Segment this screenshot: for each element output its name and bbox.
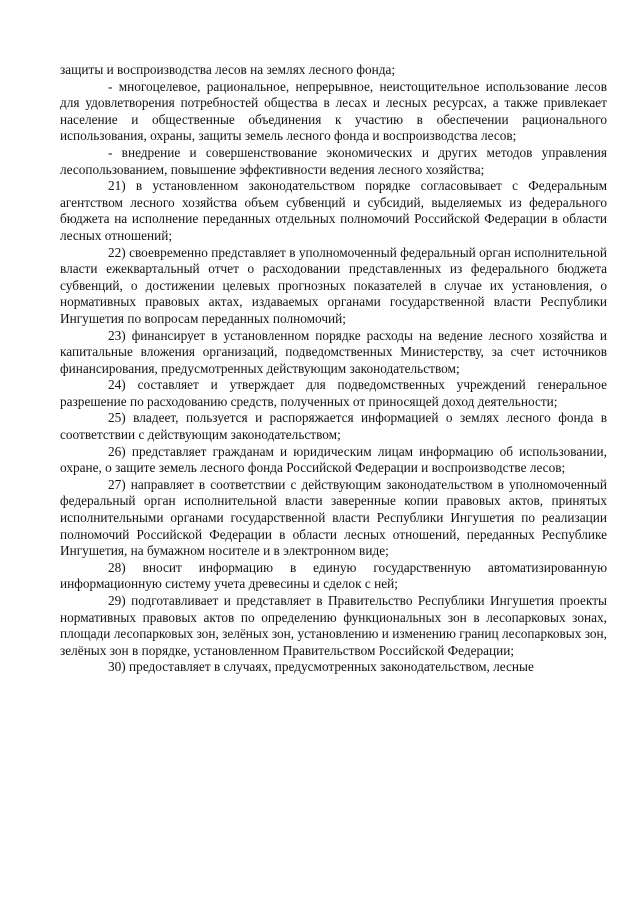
paragraph-economic-methods: - внедрение и совершенствование экономических и других методов управления лесопользованием, повышение эффективности ведения лесного хозяйства;	[60, 144, 607, 177]
paragraph-item-30: 30) предоставляет в случаях, предусмотренных законодательством, лесные	[108, 659, 534, 675]
paragraph-item-28: 28) вносит информацию в единую государственную автоматизированную информационную систему учета древесины и сделок с ней;	[60, 559, 607, 592]
paragraph-item-24: 24) составляет и утверждает для подведомственных учреждений генеральное разрешение по расходованию средств, полученных от приносящей доход деятельности;	[60, 377, 607, 409]
paragraph-item-21: 21) в установленном законодательством порядке согласовывает с Федеральным агентством лесного хозяйства объем субвенций и субсидий, выделяемых из федерального бюджета на исполнение переданных отдельных полномочий Российской Федерации в области лесных отношений;	[60, 178, 607, 243]
paragraph-item-29: 29) подготавливает и представляет в Правительство Республики Ингушетия проекты нормативных правовых актов по определению функциональных зон в лесопарковых зонах, площади лесопарковых зон, зелёных зон, установлению и изменению границ лесопарковых зон, зелёных зон в порядке, установленном Правительством Российской Федерации;	[60, 593, 607, 658]
paragraph-forest-protection: защиты и воспроизводства лесов на землях лесного фонда;	[60, 62, 396, 77]
paragraph-item-27: 27) направляет в соответствии с действующим законодательством в уполномоченный федеральный орган исполнительной власти заверенные копии правовых актов, принятых исполнительными органами государственной власти Республики Ингушетия по реализации полномочий Российской Федерации в области лесных отношений, переданных Республике Ингушетия, на бумажном носителе и в электронном виде;	[60, 476, 607, 559]
paragraph-multipurpose-use: - многоцелевое, рациональное, непрерывное, неистощительное использование лесов для удовлетворения потребностей общества в лесах и лесных ресурсах, а также привлекает население и общественные объединения к участию в обеспечении рационального использования, охраны, защиты земель лесного фонда и воспроизводства лесов;	[60, 78, 607, 144]
paragraph-item-22: 22) своевременно представляет в уполномоченный федеральный орган исполнительной власти ежеквартальный отчет о расходовании представленных из федерального бюджета субвенций, о достижении целевых прогнозных показателей в случае их установления, о нормативных правовых актах, издаваемых органами государственной власти Республики Ингушетия по вопросам переданных полномочий;	[60, 244, 607, 326]
paragraph-item-23: 23) финансирует в установленном порядке расходы на ведение лесного хозяйства и капитальные вложения организаций, подведомственных Министерству, за счет источников финансирования, предусмотренных действующим законодательством;	[60, 327, 607, 376]
paragraph-item-25: 25) владеет, пользуется и распоряжается информацией о землях лесного фонда в соответствии с действующим законодательством;	[60, 410, 607, 443]
paragraph-item-26: 26) представляет гражданам и юридическим лицам информацию об использовании, охране, о защите земель лесного фонда Российской Федерации и воспроизводстве лесов;	[60, 443, 607, 476]
